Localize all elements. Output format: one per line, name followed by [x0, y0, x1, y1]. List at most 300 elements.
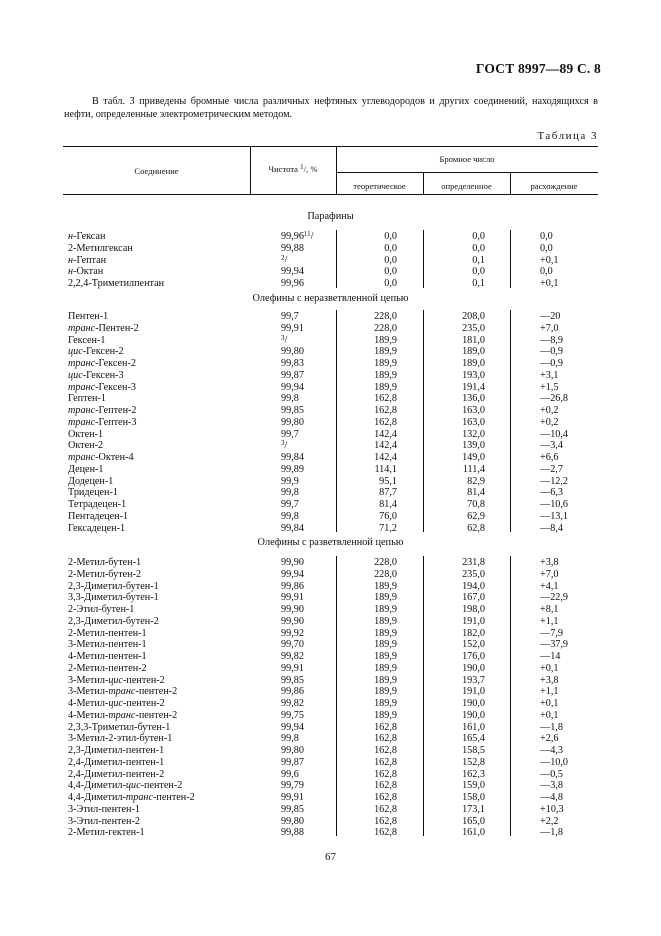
theoretical-value: 189,9 [374, 639, 397, 651]
difference-value: —0,5 [540, 768, 563, 780]
header-subrule [336, 172, 598, 173]
table-row [0, 804, 661, 816]
table-row [0, 628, 661, 640]
difference-value: —1,8 [540, 721, 563, 733]
purity-value: $^2$/ [281, 253, 288, 266]
table-row [0, 440, 661, 452]
determined-value: 0,0 [472, 266, 485, 278]
table-row [0, 569, 661, 581]
determined-value: 0,0 [472, 231, 485, 242]
col-difference-header: расхождение [530, 181, 578, 191]
document-header: ГОСТ 8997—89 С. 8 [475, 61, 601, 76]
difference-value: —26,8 [540, 393, 569, 405]
compound-name: Пентен-1 [68, 311, 109, 322]
compound-name: Тетрадецен-1 [68, 499, 127, 510]
purity-value: 99,94 [281, 266, 304, 278]
compound-name: 3,3-Диметил-бутен-1 [68, 592, 159, 604]
difference-value: +0,1 [540, 698, 559, 709]
determined-value: 198,0 [462, 604, 485, 615]
theoretical-value: 87,7 [379, 487, 397, 499]
table-row [0, 523, 661, 535]
determined-value: 235,0 [462, 568, 485, 580]
compound-name: транс-Гептен-2 [68, 405, 137, 416]
table-top-rule [63, 146, 598, 147]
theoretical-value: 162,8 [374, 827, 397, 839]
table-row [0, 429, 661, 441]
theoretical-value: 0,0 [384, 266, 397, 278]
header-bottom-rule [63, 194, 598, 195]
determined-value: 139,0 [462, 440, 485, 452]
purity-value: 99,82 [281, 651, 304, 662]
theoretical-value: 189,9 [374, 381, 397, 393]
difference-value: —10,6 [540, 499, 569, 510]
difference-value: —10,0 [540, 756, 569, 768]
table-row [0, 511, 661, 523]
determined-value: 173,1 [462, 803, 485, 815]
compound-name: 2-Метил-пентен-2 [68, 662, 147, 674]
purity-value: 99,80 [281, 416, 304, 428]
table-row [0, 616, 661, 628]
purity-value: 99,80 [281, 745, 304, 756]
difference-value: —4,3 [540, 745, 563, 756]
difference-value: —7,9 [540, 627, 563, 639]
compound-name: 2-Метил-гектен-1 [68, 827, 145, 839]
purity-value: 99,86 [281, 686, 304, 698]
theoretical-value: 162,8 [374, 815, 397, 827]
determined-value: 181,0 [462, 334, 485, 346]
determined-value: 208,0 [462, 311, 485, 322]
purity-value: 99,91 [281, 322, 304, 334]
col-determined-header: определенное [441, 181, 492, 191]
difference-value: 0,0 [540, 242, 553, 254]
theoretical-value: 162,8 [374, 721, 397, 733]
purity-value: 99,90 [281, 604, 304, 615]
difference-value: +0,2 [540, 416, 559, 428]
compound-name: 3-Метил-цис-пентен-2 [68, 674, 165, 686]
col-purity-header: Чистота $^1$/, % [268, 163, 318, 174]
purity-value: 99,8 [281, 510, 299, 522]
purity-value: 99,83 [281, 358, 304, 369]
theoretical-value: 189,9 [374, 651, 397, 662]
page-number: 67 [325, 851, 336, 863]
theoretical-value: 189,9 [374, 369, 397, 381]
difference-value: +6,6 [540, 452, 559, 463]
table-row [0, 581, 661, 593]
table-row [0, 710, 661, 722]
table-row [0, 382, 661, 394]
determined-value: 191,0 [462, 615, 485, 627]
theoretical-value: 162,8 [374, 792, 397, 803]
table-row [0, 745, 661, 757]
compound-name: Гексен-1 [68, 334, 106, 346]
theoretical-value: 81,4 [379, 499, 397, 510]
difference-value: +0,2 [540, 405, 559, 416]
determined-value: 163,0 [462, 416, 485, 428]
difference-value: +0,1 [540, 278, 559, 289]
purity-value: 99,87 [281, 369, 304, 381]
compound-name: транс-Октен-4 [68, 452, 134, 463]
theoretical-value: 162,8 [374, 745, 397, 756]
theoretical-value: 142,4 [374, 452, 397, 463]
compound-name: 4-Метил-пентен-1 [68, 651, 147, 662]
determined-value: 136,0 [462, 393, 485, 405]
theoretical-value: 189,9 [374, 615, 397, 627]
difference-value: —4,8 [540, 792, 563, 803]
determined-value: 158,5 [462, 745, 485, 756]
table-row [0, 311, 661, 323]
determined-value: 163,0 [462, 405, 485, 416]
table-row [0, 278, 661, 290]
theoretical-value: 189,9 [374, 674, 397, 686]
purity-value: 99,94 [281, 721, 304, 733]
table-row [0, 464, 661, 476]
difference-value: —2,7 [540, 463, 563, 475]
table-row [0, 792, 661, 804]
theoretical-value: 162,8 [374, 405, 397, 416]
compound-name: 2,3-Диметил-бутен-2 [68, 615, 159, 627]
purity-value: 99,85 [281, 803, 304, 815]
compound-name: Пентадецен-1 [68, 510, 129, 522]
purity-value: 99,94 [281, 568, 304, 580]
difference-value: +8,1 [540, 604, 559, 615]
determined-value: 62,9 [467, 510, 485, 522]
determined-value: 189,0 [462, 346, 485, 358]
determined-value: 152,0 [462, 639, 485, 651]
theoretical-value: 95,1 [379, 475, 397, 487]
determined-value: 165,4 [462, 733, 485, 745]
purity-value: 99,6 [281, 768, 299, 780]
determined-value: 167,0 [462, 592, 485, 604]
compound-name: 2,4-Диметил-пентен-1 [68, 756, 165, 768]
table-row [0, 243, 661, 255]
determined-value: 159,0 [462, 780, 485, 792]
theoretical-value: 0,0 [384, 242, 397, 254]
difference-value: +7,0 [540, 568, 559, 580]
difference-value: —3,4 [540, 440, 563, 452]
compound-name: транс-Пентен-2 [68, 322, 139, 334]
compound-name: 2,3,3-Триметил-бутен-1 [68, 721, 171, 733]
difference-value: +3,8 [540, 557, 559, 568]
determined-value: 191,0 [462, 686, 485, 698]
section-title: Олефины с неразветвленной цепью [252, 293, 409, 304]
compound-name: Тридецен-1 [68, 487, 118, 499]
determined-value: 152,8 [462, 756, 485, 768]
purity-value: 99,91 [281, 592, 304, 604]
determined-value: 194,0 [462, 580, 485, 592]
table-row [0, 393, 661, 405]
determined-value: 82,9 [467, 475, 485, 487]
compound-name: 2-Метил-пентен-1 [68, 627, 147, 639]
determined-value: 231,8 [462, 557, 485, 568]
compound-name: 4-Метил-транс-пентен-2 [68, 709, 178, 721]
purity-value: 99,94 [281, 381, 304, 393]
purity-value: 99,82 [281, 698, 304, 709]
compound-name: Гексадецен-1 [68, 522, 126, 534]
difference-value: +7,0 [540, 322, 559, 334]
table-row [0, 827, 661, 839]
compound-name: транс-Гексен-2 [68, 358, 136, 369]
table-row [0, 487, 661, 499]
table-row [0, 780, 661, 792]
table-row [0, 335, 661, 347]
determined-value: 81,4 [467, 487, 485, 499]
theoretical-value: 162,8 [374, 733, 397, 745]
difference-value: —0,9 [540, 346, 563, 358]
determined-value: 182,0 [462, 627, 485, 639]
table-row [0, 604, 661, 616]
theoretical-value: 228,0 [374, 557, 397, 568]
determined-value: 161,0 [462, 827, 485, 839]
table-row [0, 651, 661, 663]
compound-name: Октен-1 [68, 428, 104, 440]
difference-value: 0,0 [540, 231, 553, 242]
theoretical-value: 228,0 [374, 568, 397, 580]
determined-value: 162,3 [462, 768, 485, 780]
compound-name: 2-Метил-бутен-1 [68, 557, 142, 568]
theoretical-value: 114,1 [374, 463, 397, 475]
determined-value: 111,4 [462, 463, 485, 475]
difference-value: +1,5 [540, 381, 559, 393]
purity-value: 99,85 [281, 674, 304, 686]
determined-value: 0,0 [472, 242, 485, 254]
compound-name: цис-Гексен-2 [68, 346, 124, 358]
table-row [0, 346, 661, 358]
purity-value: 99,91 [281, 792, 304, 803]
difference-value: —13,1 [540, 510, 569, 522]
determined-value: 190,0 [462, 662, 485, 674]
compound-name: 3-Метил-пентен-1 [68, 639, 147, 651]
compound-name: Октен-2 [68, 440, 104, 452]
table-row [0, 255, 661, 267]
table-row [0, 266, 661, 278]
difference-value: —14 [540, 651, 561, 662]
difference-value: +2,2 [540, 815, 559, 827]
purity-value: 99,89 [281, 463, 304, 475]
section-title: Олефины с разветвленной цепью [257, 537, 404, 548]
determined-value: 158,0 [462, 792, 485, 803]
difference-value: —10,4 [540, 428, 569, 440]
purity-value: $^3$/ [281, 333, 288, 346]
purity-value: 99,7 [281, 311, 299, 322]
determined-value: 193,0 [462, 369, 485, 381]
compound-name: транс-Гексен-3 [68, 381, 136, 393]
purity-value: 99,91 [281, 662, 304, 674]
difference-value: —37,9 [540, 639, 569, 651]
determined-value: 0,1 [472, 254, 485, 266]
purity-value: 99,70 [281, 639, 304, 651]
theoretical-value: 189,9 [374, 627, 397, 639]
table-row [0, 476, 661, 488]
compound-name: цис-Гексен-3 [68, 369, 124, 381]
difference-value: —20 [540, 311, 561, 322]
table-row [0, 417, 661, 429]
section-title: Парафины [307, 211, 354, 222]
purity-value: 99,84 [281, 522, 304, 534]
theoretical-value: 162,8 [374, 768, 397, 780]
theoretical-value: 189,9 [374, 698, 397, 709]
difference-value: +2,6 [540, 733, 559, 745]
theoretical-value: 189,9 [374, 662, 397, 674]
theoretical-value: 71,2 [379, 522, 397, 534]
theoretical-value: 162,8 [374, 803, 397, 815]
compound-name: 3-Метил-транс-пентен-2 [68, 686, 178, 698]
determined-value: 70,8 [467, 499, 485, 510]
determined-value: 193,7 [462, 674, 485, 686]
determined-value: 190,0 [462, 698, 485, 709]
theoretical-value: 189,9 [374, 334, 397, 346]
purity-value: 99,8 [281, 393, 299, 405]
table-row [0, 816, 661, 828]
theoretical-value: 228,0 [374, 311, 397, 322]
table-row [0, 405, 661, 417]
difference-value: —8,4 [540, 522, 563, 534]
compound-name: 2,3-Диметил-бутен-1 [68, 580, 159, 592]
difference-value: +1,1 [540, 615, 559, 627]
purity-value: 99,90 [281, 615, 304, 627]
purity-value: 99,86 [281, 580, 304, 592]
difference-value: +10,3 [540, 803, 564, 815]
compound-name: 2-Метилгексан [68, 242, 133, 254]
difference-value: —6,3 [540, 487, 563, 499]
theoretical-value: 189,9 [374, 592, 397, 604]
difference-value: +3,8 [540, 674, 559, 686]
compound-name: 2,3-Диметил-пентен-1 [68, 745, 165, 756]
determined-value: 132,0 [462, 428, 485, 440]
purity-value: 99,7 [281, 428, 299, 440]
theoretical-value: 76,0 [379, 510, 397, 522]
table-row [0, 722, 661, 734]
theoretical-value: 162,8 [374, 416, 397, 428]
theoretical-value: 142,4 [374, 440, 397, 452]
table-row [0, 452, 661, 464]
theoretical-value: 189,9 [374, 604, 397, 615]
theoretical-value: 0,0 [384, 254, 397, 266]
table-row [0, 698, 661, 710]
determined-value: 189,0 [462, 358, 485, 369]
theoretical-value: 228,0 [374, 322, 397, 334]
purity-value: $^3$/ [281, 439, 288, 452]
purity-value: 99,8 [281, 487, 299, 499]
determined-value: 176,0 [462, 651, 485, 662]
theoretical-value: 0,0 [384, 278, 397, 289]
theoretical-value: 189,9 [374, 709, 397, 721]
table-row [0, 733, 661, 745]
determined-value: 235,0 [462, 322, 485, 334]
compound-name: 4,4-Диметил-транс-пентен-2 [68, 792, 195, 803]
compound-name: 3-Этил-пентен-2 [68, 815, 140, 827]
col-theoretical-header: теоретическое [353, 181, 406, 191]
table-row [0, 592, 661, 604]
difference-value: +0,1 [540, 709, 559, 721]
table-row [0, 686, 661, 698]
purity-value: 99,88 [281, 242, 304, 254]
purity-value: 99,96 [281, 278, 304, 289]
table-caption: Таблица 3 [537, 130, 598, 142]
purity-value: 99,87 [281, 756, 304, 768]
table-row [0, 370, 661, 382]
theoretical-value: 162,8 [374, 780, 397, 792]
compound-name: 2,2,4-Триметилпентан [68, 278, 165, 289]
theoretical-value: 189,9 [374, 580, 397, 592]
compound-name: Додецен-1 [68, 475, 114, 487]
col-compound-header: Соединение [134, 166, 179, 176]
table-row [0, 499, 661, 511]
determined-value: 62,8 [467, 522, 485, 534]
difference-value: —12,2 [540, 475, 569, 487]
purity-value: 99,88 [281, 827, 304, 839]
table-row [0, 557, 661, 569]
compound-name: транс-Гептен-3 [68, 416, 137, 428]
determined-value: 161,0 [462, 721, 485, 733]
compound-name: 4-Метил-цис-пентен-2 [68, 698, 165, 709]
determined-value: 191,4 [462, 381, 485, 393]
theoretical-value: 189,9 [374, 358, 397, 369]
purity-value: 99,80 [281, 815, 304, 827]
intro-paragraph: В табл. 3 приведены бромные числа различных нефтяных углеводородов и других соединений, находящихся в нефти, определенные электрометрическим методом. [64, 96, 598, 120]
determined-value: 0,1 [472, 278, 485, 289]
compound-name: Децен-1 [68, 463, 104, 475]
compound-name: 2-Этил-бутен-1 [68, 604, 135, 615]
table-row [0, 663, 661, 675]
difference-value: —8,9 [540, 334, 563, 346]
theoretical-value: 162,8 [374, 756, 397, 768]
table-row [0, 323, 661, 335]
purity-value: 99,92 [281, 627, 304, 639]
difference-value: —3,8 [540, 780, 563, 792]
difference-value: +1,1 [540, 686, 559, 698]
compound-name: н-Гексан [68, 231, 106, 242]
table-row [0, 231, 661, 243]
compound-name: 2,4-Диметил-пентен-2 [68, 768, 165, 780]
table-row [0, 769, 661, 781]
theoretical-value: 162,8 [374, 393, 397, 405]
purity-value: 99,9 [281, 475, 299, 487]
theoretical-value: 142,4 [374, 428, 397, 440]
theoretical-value: 189,9 [374, 346, 397, 358]
determined-value: 190,0 [462, 709, 485, 721]
purity-value: 99,7 [281, 499, 299, 510]
compound-name: 4,4-Диметил-цис-пентен-2 [68, 780, 183, 792]
compound-name: 3-Метил-2-этил-бутен-1 [68, 733, 173, 745]
purity-value: 99,79 [281, 780, 304, 792]
difference-value: 0,0 [540, 266, 553, 278]
table-row [0, 358, 661, 370]
difference-value: +0,1 [540, 662, 559, 674]
purity-value: 99,85 [281, 405, 304, 416]
purity-value: 99,75 [281, 709, 304, 721]
compound-name: н-Гептан [68, 254, 107, 266]
table-row [0, 639, 661, 651]
purity-value: 99,90 [281, 557, 304, 568]
table-row [0, 675, 661, 687]
purity-value: 99,96$^{11}$/ [281, 230, 314, 242]
theoretical-value: 0,0 [384, 231, 397, 242]
compound-name: Гептен-1 [68, 393, 106, 405]
difference-value: —1,8 [540, 827, 563, 839]
difference-value: —0,9 [540, 358, 563, 369]
compound-name: н-Октан [68, 266, 104, 278]
purity-value: 99,80 [281, 346, 304, 358]
difference-value: —22,9 [540, 592, 569, 604]
theoretical-value: 189,9 [374, 686, 397, 698]
purity-value: 99,8 [281, 733, 299, 745]
compound-name: 2-Метил-бутен-2 [68, 568, 142, 580]
compound-name: 3-Этил-пентен-1 [68, 803, 140, 815]
col-bromine-header: Бромное число [439, 154, 495, 164]
determined-value: 165,0 [462, 815, 485, 827]
determined-value: 149,0 [462, 452, 485, 463]
table-row [0, 757, 661, 769]
